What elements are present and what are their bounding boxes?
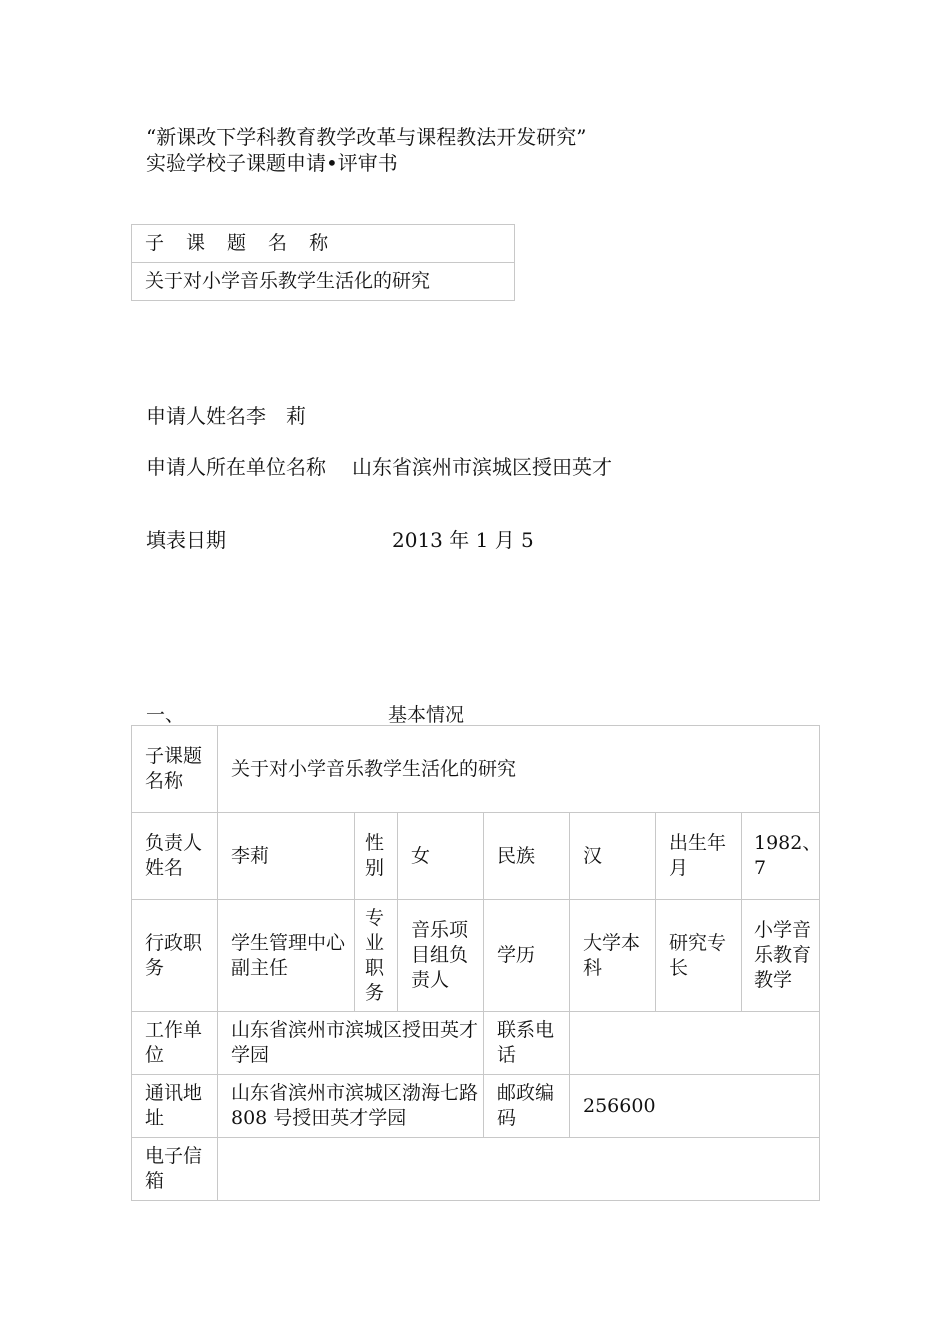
table-row bbox=[132, 813, 820, 900]
ethnic-value-cell: 汉 bbox=[570, 813, 656, 900]
fill-date-value: 2013 年 1 月 5 bbox=[392, 528, 534, 552]
topic-label-char: 称 bbox=[309, 232, 329, 254]
email-value-cell bbox=[218, 1138, 820, 1201]
table-row bbox=[132, 1012, 820, 1075]
edu-label-cell: 学历 bbox=[484, 900, 570, 1012]
table-row bbox=[132, 726, 820, 813]
zip-value-cell: 256600 bbox=[570, 1075, 820, 1138]
section-title: 基本情况 bbox=[388, 704, 465, 726]
fill-date-label: 填表日期 bbox=[146, 528, 226, 552]
topic-label-char: 课 bbox=[186, 232, 206, 254]
spec-value-cell: 小学音乐教育教学 bbox=[742, 900, 820, 1012]
applicant-name-value: 莉 bbox=[286, 404, 306, 428]
leader-value-cell: 李莉 bbox=[218, 813, 355, 900]
applicant-name-value: 李 bbox=[246, 404, 266, 428]
addr-value-cell: 山东省滨州市滨城区渤海七路 808 号授田英才学园 bbox=[218, 1075, 484, 1138]
fill-date-line bbox=[146, 524, 534, 553]
basic-info-table bbox=[131, 725, 820, 1201]
applicant-unit-value: 山东省滨州市滨城区授田英才 bbox=[352, 455, 612, 479]
birth-label-cell: 出生年月 bbox=[656, 813, 742, 900]
birth-value-cell: 1982、7 bbox=[742, 813, 820, 900]
edu-value-cell: 大学本科 bbox=[570, 900, 656, 1012]
applicant-unit-line bbox=[146, 451, 612, 480]
admin-label-cell: 行政职务 bbox=[132, 900, 218, 1012]
topic-name-value: 关于对小学音乐教学生活化的研究 bbox=[132, 263, 515, 301]
topic-value-cell: 关于对小学音乐教学生活化的研究 bbox=[218, 726, 820, 813]
applicant-name-line bbox=[146, 400, 306, 429]
phone-value-cell bbox=[570, 1012, 820, 1075]
table-row bbox=[132, 1138, 820, 1201]
zip-label-cell: 邮政编码 bbox=[484, 1075, 570, 1138]
document-title-line-2: 实验学校子课题申请•评审书 bbox=[146, 151, 398, 175]
section-number: 一、 bbox=[146, 704, 185, 726]
leader-label-cell: 负责人姓名 bbox=[132, 813, 218, 900]
applicant-unit-label: 申请人所在单位名称 bbox=[146, 455, 326, 479]
admin-value-cell: 学生管理中心副主任 bbox=[218, 900, 355, 1012]
spec-label-cell: 研究专长 bbox=[656, 900, 742, 1012]
prof-label-cell: 专业职务 bbox=[355, 900, 398, 1012]
gender-label-cell: 性别 bbox=[355, 813, 398, 900]
section-heading bbox=[146, 700, 464, 727]
topic-label-cell: 子课题名称 bbox=[132, 726, 218, 813]
table-row bbox=[132, 900, 820, 1012]
topic-label-char: 子 bbox=[145, 232, 165, 254]
work-label-cell: 工作单位 bbox=[132, 1012, 218, 1075]
gender-value-cell: 女 bbox=[398, 813, 484, 900]
email-label-cell: 电子信箱 bbox=[132, 1138, 218, 1201]
work-value-cell: 山东省滨州市滨城区授田英才学园 bbox=[218, 1012, 484, 1075]
addr-label-cell: 通讯地址 bbox=[132, 1075, 218, 1138]
topic-label-char: 题 bbox=[227, 232, 247, 254]
topic-label-char: 名 bbox=[268, 232, 288, 254]
ethnic-label-cell: 民族 bbox=[484, 813, 570, 900]
applicant-name-label: 申请人姓名 bbox=[146, 404, 246, 428]
phone-label-cell: 联系电话 bbox=[484, 1012, 570, 1075]
document-title-line-1: “新课改下学科教育教学改革与课程教法开发研究” bbox=[146, 125, 587, 149]
topic-name-box bbox=[131, 224, 515, 301]
topic-name-label bbox=[132, 225, 515, 263]
prof-value-cell: 音乐项目组负责人 bbox=[398, 900, 484, 1012]
table-row bbox=[132, 1075, 820, 1138]
